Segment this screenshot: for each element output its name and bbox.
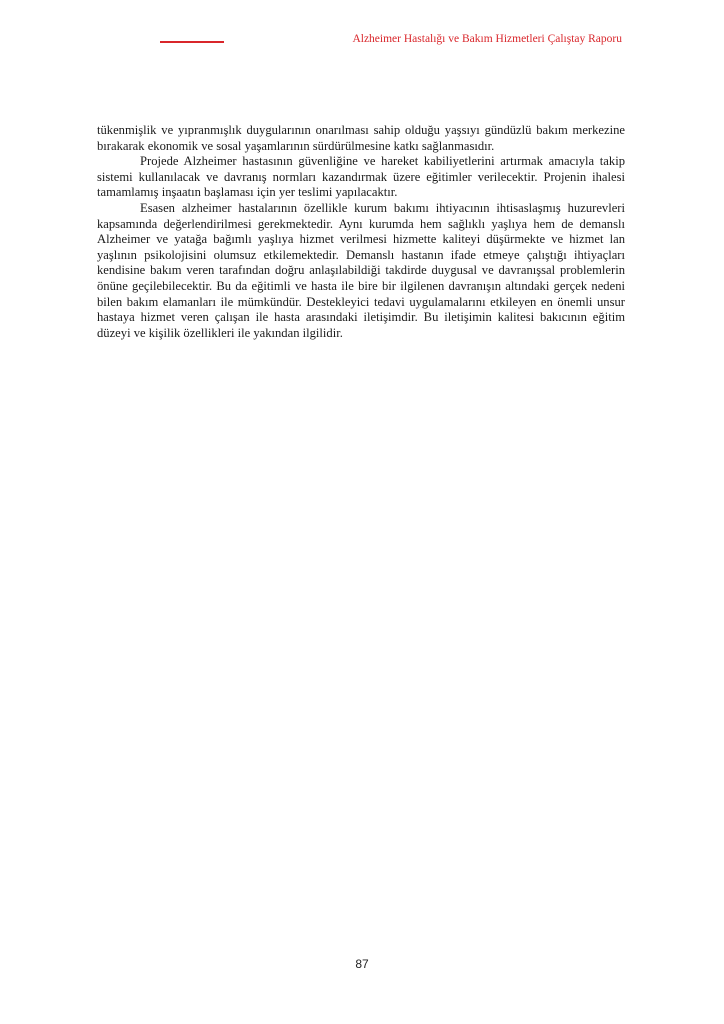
header-accent-rule <box>160 41 224 43</box>
body-text <box>97 123 625 341</box>
paragraph-care-needs: Esasen alzheimer hastalarının özellikle kurum bakımı ihtiyacının ihtisaslaşmış huzurevleri kapsamında değerlendirilmesi gerekmektedir. Aynı kurumda hem sağlıklı yaşlıya hem de demanslı Alzheimer ve yatağa bağımlı yaşlıya hizmet verilmesi hizmette kaliteyi düşürmekte ve hizmet lan yaşlının psikolojisini olumsuz etkilemektedir. Demanslı hastanın ifade etmeye çalıştığı ihtiyaçları kendisine bakım veren tarafından doğru anlaşılabildiği takdirde duygusal ve davranışsal problemlerin önüne geçilebilecektir. Bu da eğitimli ve hasta ile bire bir ilgilenen davranışın altındaki gerçek nedeni bilen bakım elamanları ile mümkündür. Destekleyici tedavi uygulamalarını etkileyen en önemli unsur hastaya hizmet veren çalışan ile hasta arasındaki iletişimdir. Bu iletişimin kalitesi bakıcının eğitim düzeyi ve kişilik özellikleri ile yakından ilgilidir. <box>97 200 625 340</box>
paragraph-continued: tükenmişlik ve yıpranmışlık duygularının onarılması sahip olduğu yaşsıyı gündüzlü bakım merkezine bırakarak ekonomik ve sosal yaşamlarının sürdürülmesine katkı sağlanmasıdır. <box>97 123 625 153</box>
paragraph-project: Projede Alzheimer hastasının güvenliğine ve hareket kabiliyetlerini artırmak amacıyla takip sistemi kullanılacak ve davranış normları kazandırmak üzere eğitimler verilecektir. Projenin ihalesi tamamlamış inşaatın başlaması için yer teslimi yapılacaktır. <box>97 154 625 200</box>
page-number: 87 <box>355 957 369 971</box>
header-title: Alzheimer Hastalığı ve Bakım Hizmetleri Çalıştay Raporu <box>352 33 622 45</box>
